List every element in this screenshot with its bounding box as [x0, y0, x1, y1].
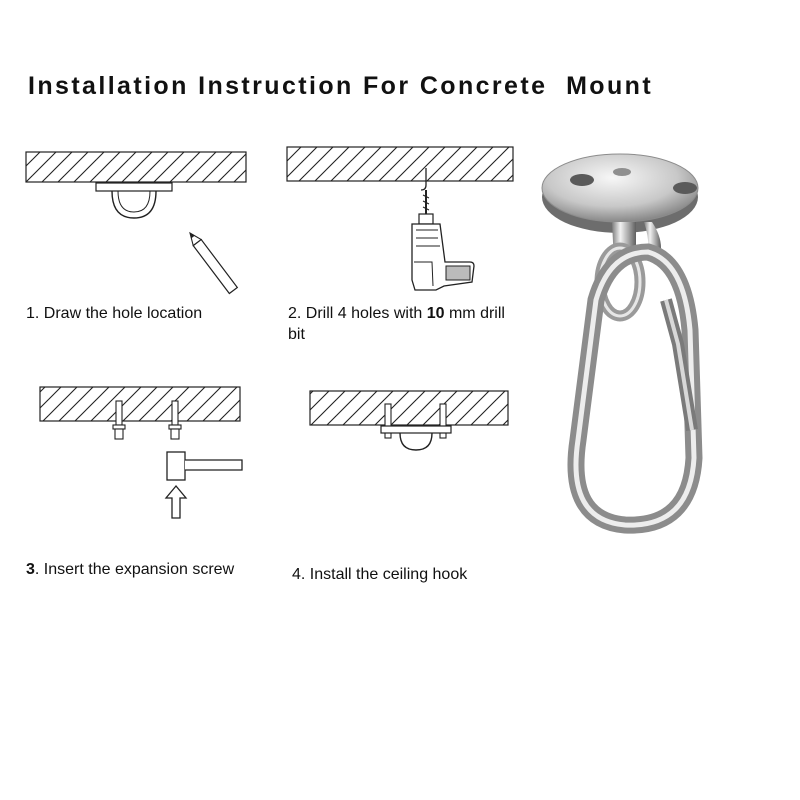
step-2-drill-size: 10	[426, 305, 445, 322]
page-title: Installation Instruction For Concrete Mount	[28, 72, 654, 100]
step-2-text-line2: bit	[288, 326, 305, 343]
step-3-text: . Insert the expansion screw	[34, 561, 235, 578]
hammer-icon	[167, 452, 242, 480]
step-2-figure	[287, 147, 513, 290]
ceiling-plate-icon	[96, 183, 172, 218]
step-4-number: 4	[292, 566, 301, 583]
concrete-ceiling-1	[26, 152, 246, 182]
step-2-text-b: mm drill	[444, 305, 505, 322]
up-arrow-icon	[166, 486, 186, 518]
step-3-figure	[40, 387, 242, 518]
carabiner-product-icon	[542, 154, 698, 525]
pencil-icon	[186, 230, 237, 294]
step-2-text-a: . Drill 4 holes with	[296, 305, 427, 322]
concrete-ceiling-4	[310, 391, 508, 425]
step-4-text: . Install the ceiling hook	[300, 566, 468, 583]
step-3-number: 3	[26, 561, 35, 578]
concrete-ceiling-3	[40, 387, 240, 421]
step-1-text: . Draw the hole location	[34, 305, 203, 322]
step-2-number: 2	[288, 305, 297, 322]
step-1-figure	[26, 152, 246, 294]
drill-icon	[412, 190, 474, 290]
step-4-figure	[310, 391, 508, 450]
step-1-number: 1	[26, 305, 35, 322]
concrete-ceiling-2	[287, 147, 513, 181]
